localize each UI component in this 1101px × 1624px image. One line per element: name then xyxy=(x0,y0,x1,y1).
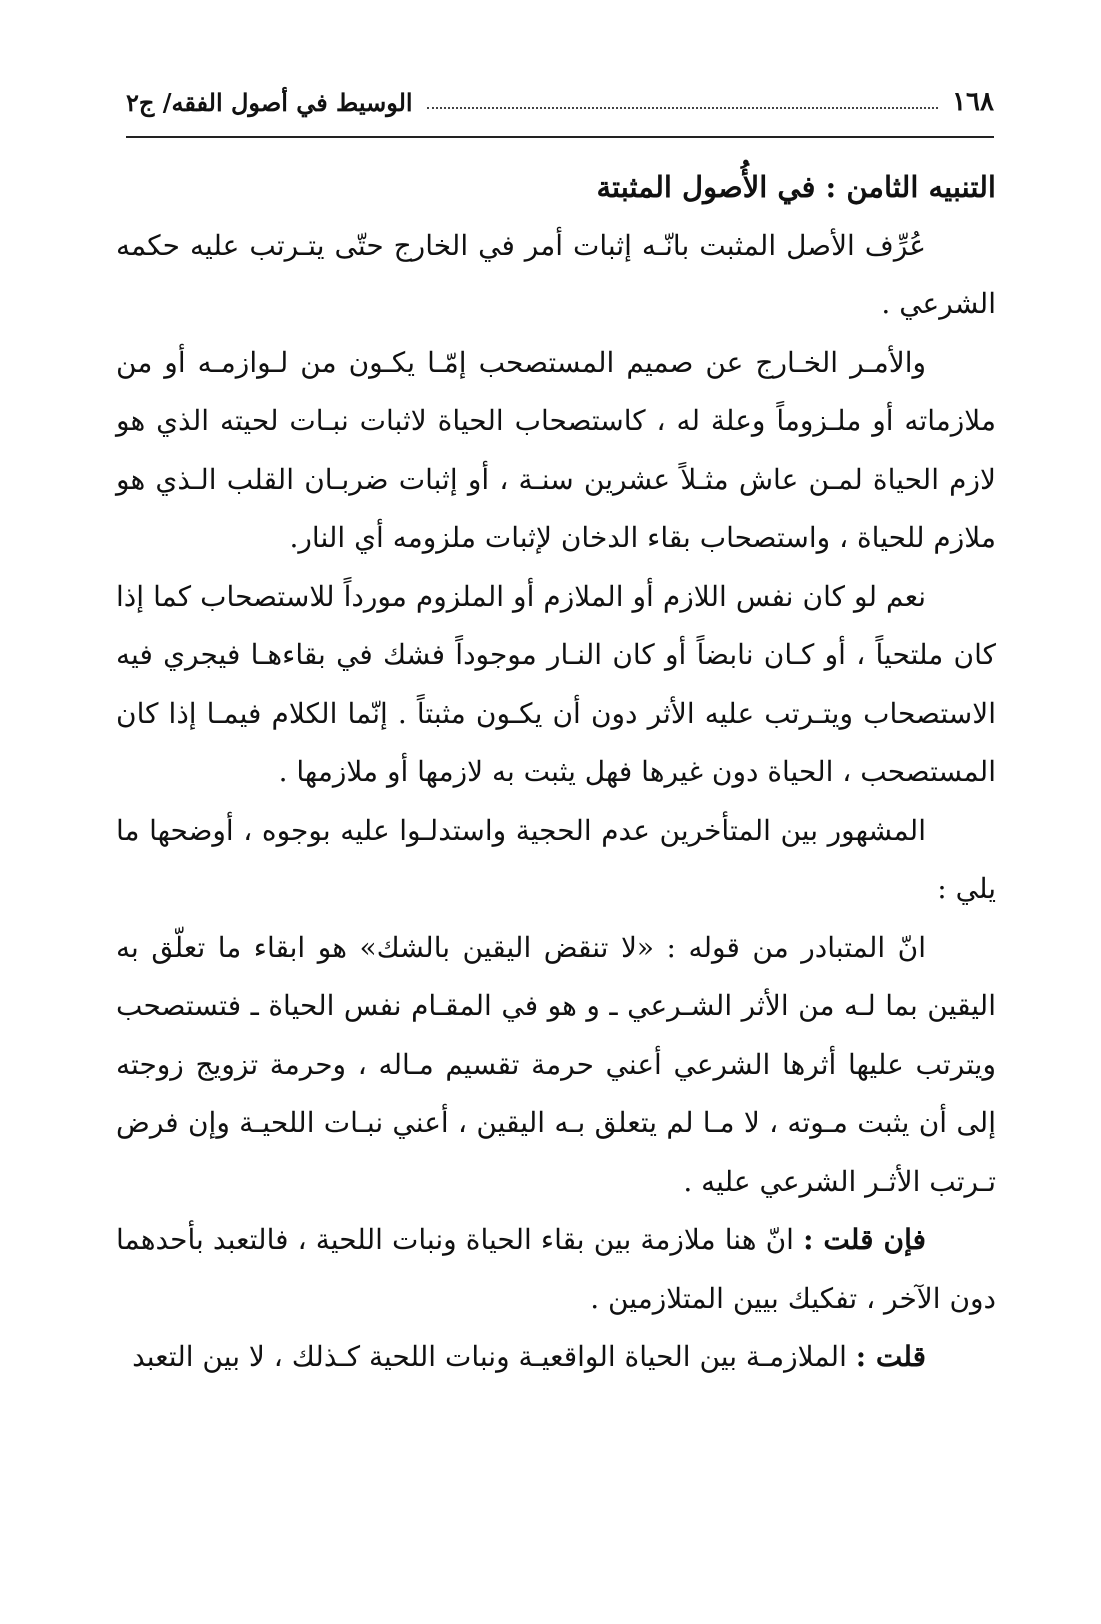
page-body xyxy=(116,158,996,1387)
objection-label: فإن قلت : xyxy=(803,1223,926,1256)
running-title: الوسيط في أصول الفقه/ ج٢ xyxy=(126,87,413,117)
paragraph-3: نعم لو كان نفس اللازم أو الملازم أو الملزوم مورداً للاستصحاب كما إذا كان ملتحياً ، أو كـان نابضاً أو كان النـار موجوداً فشك في بقاءهـا فيجري فيه الاستصحاب ويتـرتب عليه الأثر دون أن يكـون مثبتاً . إنّما الكلام فيمـا إذا كان المستصحب ، الحياة دون غيرها فهل يثبت به لازمها أو ملازمها . xyxy=(116,579,996,788)
paragraph-4: المشهور بين المتأخرين عدم الحجية واستدلـوا عليه بوجوه ، أوضحها ما يلي : xyxy=(116,813,996,905)
paragraph-2: والأمـر الخـارج عن صميم المستصحب إمّـا يكـون من لـوازمـه أو من ملازماته أو ملـزوماً وعلة له ، كاستصحاب الحياة لاثبات نبـات لحيته الذي هو لازم الحياة لمـن عاش مثـلاً عشرين سنـة ، أو إثبات ضربـان القلب الـذي هو ملازم للحياة ، واستصحاب بقاء الدخان لإثبات ملزومه أي النار. xyxy=(116,345,996,554)
paragraph-5: انّ المتبادر من قوله : «لا تنقض اليقين بالشك» هو ابقاء ما تعلّق به اليقين بما لـه من الأثر الشـرعي ـ و هو في المقـام نفس الحياة ـ فتستصحب ويترتب عليها أثرها الشرعي أعني حرمة تقسيم مـاله ، وحرمة تزويج زوجته إلى أن يثبت مـوته ، لا مـا لم يتعلق بـه اليقين ، أعني نبـات اللحيـة وإن فرض تـرتب الأثـر الشرعي عليه . xyxy=(116,930,996,1198)
page-header xyxy=(126,82,994,122)
page-number: ١٦٨ xyxy=(952,87,994,117)
reply-label: قلت : xyxy=(855,1340,926,1373)
paragraph-7 xyxy=(116,1328,996,1387)
reply-text: الملازمـة بين الحياة الواقعيـة ونبات اللحية كـذلك ، لا بين التعبد xyxy=(132,1340,856,1373)
paragraph-1: عُرِّف الأصل المثبت بانّـه إثبات أمر في الخارج حتّى يتـرتب عليه حكمه الشرعي . xyxy=(116,228,996,320)
objection-text: انّ هنا ملازمة بين بقاء الحياة ونبات اللحية ، فالتعبد بأحدهما دون الآخر ، تفكيك بيين المتلازمين . xyxy=(116,1223,996,1315)
section-heading: التنبيه الثامن : في الأُصول المثبتة xyxy=(596,170,996,204)
header-divider xyxy=(126,136,994,138)
dotted-leader xyxy=(427,107,939,109)
paragraph-6 xyxy=(116,1211,996,1328)
